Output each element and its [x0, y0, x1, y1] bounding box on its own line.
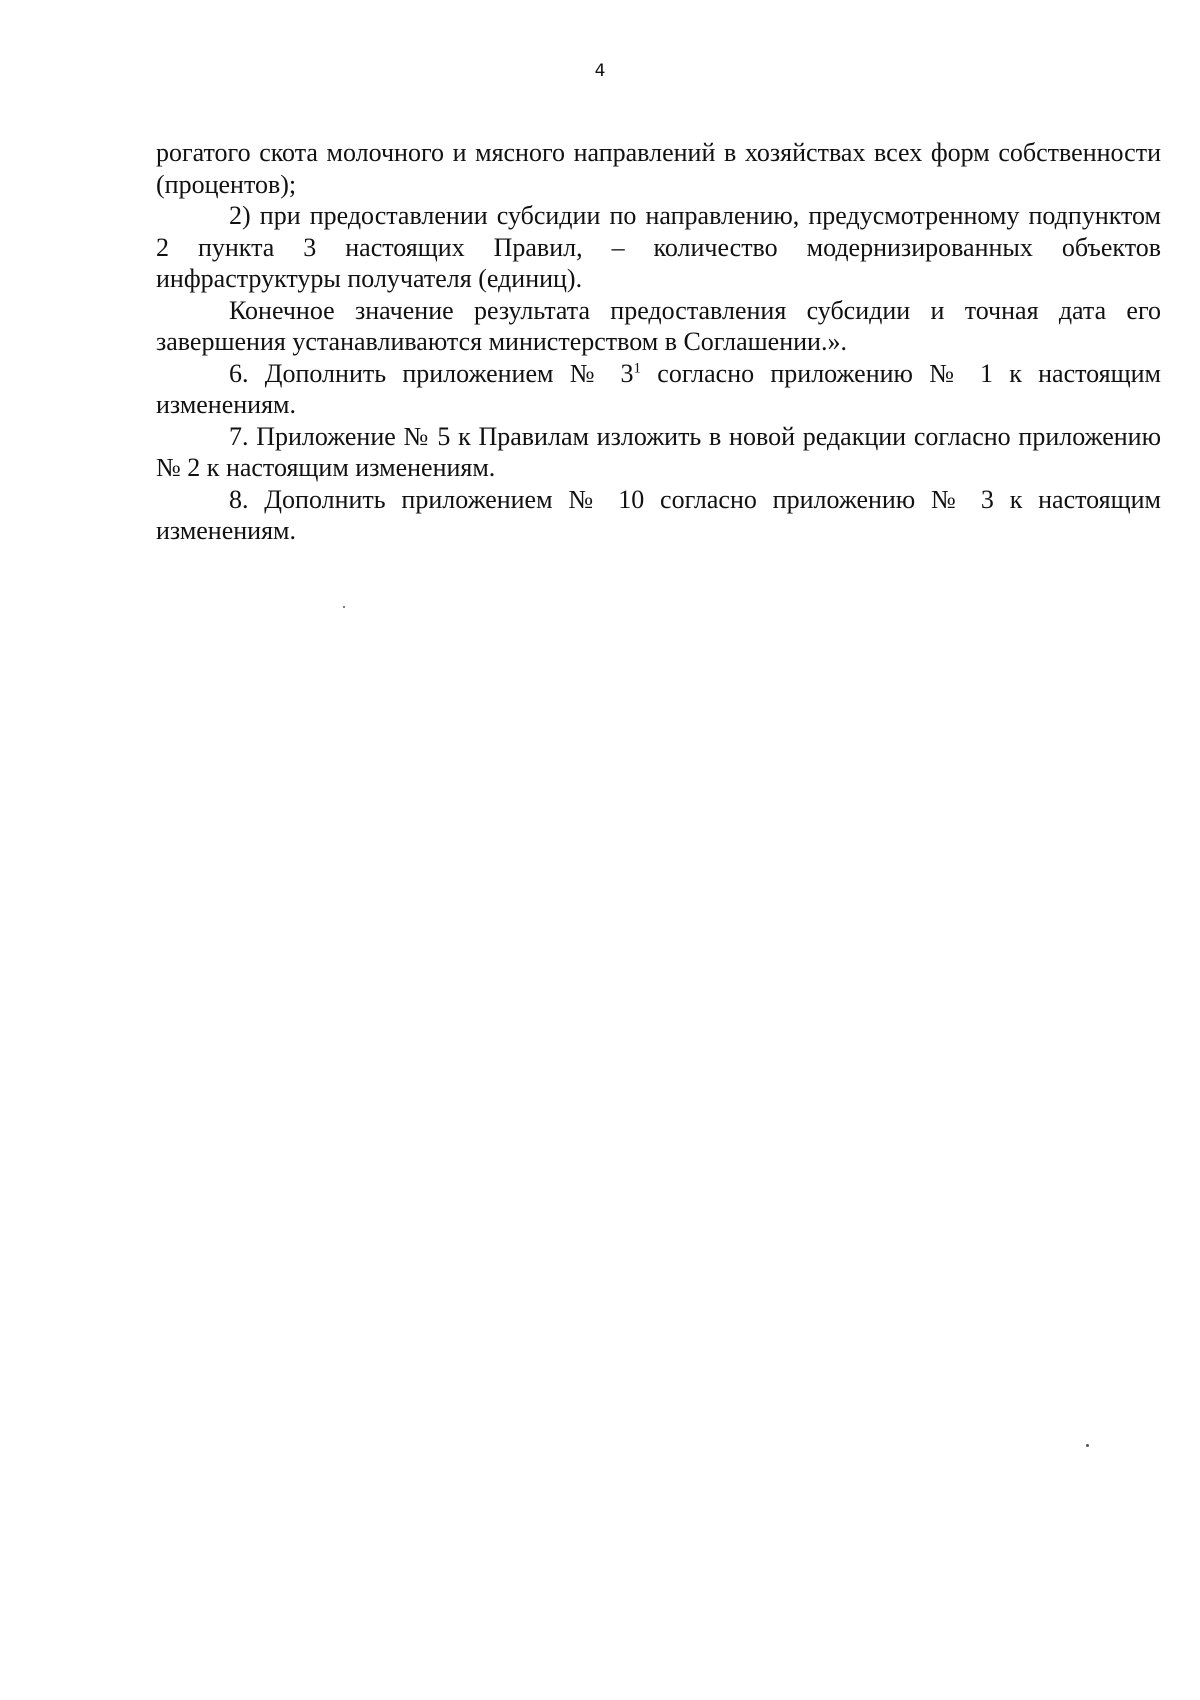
paragraph-final-value: Конечное значение результата предоставления субсидии и точная дата его завершения устанавливаются министерством в Соглашении.». [156, 295, 1161, 356]
paragraph-item-8: 8. Дополнить приложением № 10 согласно приложению № 3 к настоящим изменениям. [156, 484, 1161, 545]
scan-speck [343, 606, 345, 608]
document-body [156, 137, 1161, 547]
page-number: 4 [594, 61, 606, 81]
paragraph-item-6 [156, 358, 1161, 421]
paragraph-item-2: 2) при предоставлении субсидии по направлению, предусмотренному подпунктом 2 пункта 3 настоящих Правил, – количество модернизированных объектов инфраструктуры получателя (единиц). [156, 201, 1161, 293]
scan-speck [1086, 1444, 1089, 1447]
paragraph-continuation: рогатого скота молочного и мясного направлений в хозяйствах всех форм собственности (процентов); [156, 138, 1161, 199]
paragraph-item-6-text-before: 6. Дополнить приложением № 3 [229, 358, 634, 388]
paragraph-item-6-superscript: 1 [633, 359, 642, 376]
paragraph-item-7: 7. Приложение № 5 к Правилам изложить в новой редакции согласно приложению № 2 к настоящим изменениям. [156, 421, 1161, 482]
paragraph-item-6-text-after: согласно приложению № 1 к настоящим изменениям. [156, 358, 1161, 419]
